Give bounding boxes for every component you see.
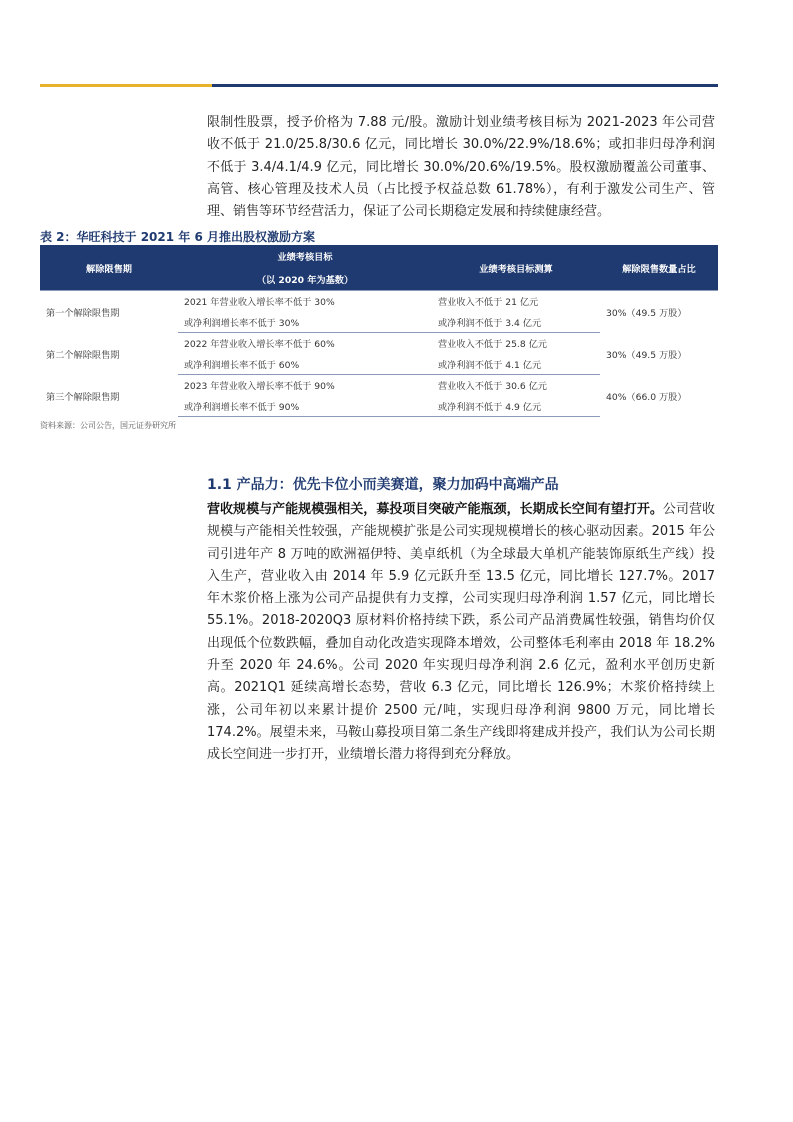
section-lead: 营收规模与产能规模强相关，募投项目突破产能瓶颈，长期成长空间有望打开。 [207,502,663,517]
row1-target-revenue: 2021 年营业收入增长率不低于 30% [178,291,432,312]
table-caption: 表 2：华旺科技于 2021 年 6 月推出股权激励方案 [40,230,315,244]
header-rule-gold [40,84,212,87]
row2-calc-profit: 或净利润不低于 4.1 亿元 [432,354,600,375]
row2-period: 第二个解除限售期 [46,349,120,361]
header-target: 业绩考核目标 [178,245,432,267]
row3-target-profit: 或净利润增长率不低于 90% [178,396,432,417]
row1-calc-revenue: 营业收入不低于 21 亿元 [432,291,600,312]
row1-period: 第一个解除限售期 [40,291,178,333]
section-body: 公司营收规模与产能相关性较强，产能规模扩张是公司实现规模增长的核心驱动因素。2015 年公司引进年产 8 万吨的欧洲福伊特、美卓纸机（为全球最大单机产能装饰原纸生产线）投入生产，营业收入由 2014 年 5.9 亿元跃升至 13.5 亿元，同比增长 127.7%。2017 年木浆价格上涨为公司产品提供有力支撑，公司实现归母净利润 1.57 亿元，同比增长 55.1%。2018-2020Q3 原材料价格持续下跌，系公司产品消费属性较强，销售均价仅出现低个位数跌幅，叠加自动化改造实现降本增效，公司整体毛利率由 2018 年 18.2%升至 2020 年 24.6%。公司 2020 年实现归母净利润 2.6 亿元，盈利水平创历史新高。2021Q1 延续高增长态势，营收 6.3 亿元，同比增长 126.9%；木浆价格持续上涨，公司年初以来累计提价 2500 元/吨，实现归母净利润 9800 万元，同比增长 174.2%。展望未来，马鞍山募投项目第二条生产线即将建成并投产，我们认为公司长期成长空间进一步打开，业绩增长潜力将得到充分释放。 [207,502,715,763]
row3-calc-revenue: 营业收入不低于 30.6 亿元 [438,381,547,393]
incentive-plan-table [40,245,718,417]
section-paragraph [207,499,715,767]
header-rule-navy [212,84,718,87]
row3-calc-profit: 或净利润不低于 4.9 亿元 [432,396,600,417]
section-heading: 1.1 产品力：优先卡位小而美赛道，聚力加码中高端产品 [207,477,559,493]
row2-target-profit: 或净利润增长率不低于 60% [178,354,432,375]
table-source: 资料来源：公司公告，国元证券研究所 [40,421,176,430]
row1-target-profit: 或净利润增长率不低于 30% [178,312,432,333]
row3-target-revenue: 2023 年营业收入增长率不低于 90% [184,381,335,393]
header-calc: 业绩考核目标测算 [432,245,600,291]
row3-ratio: 40%（66.0 万股） [606,391,687,403]
row1-calc-profit: 或净利润不低于 3.4 亿元 [432,312,600,333]
row1-ratio: 30%（49.5 万股） [600,291,718,333]
intro-paragraph: 限制性股票，授予价格为 7.88 元/股。激励计划业绩考核目标为 2021-2023 年公司营收不低于 21.0/25.8/30.6 亿元，同比增长 30.0%/22.9%/18.6%；或扣非归母净利润不低于 3.4/4.1/4.9 亿元，同比增长 30.0%/20.6%/19.5%。股权激励覆盖公司董事、高管、核心管理及技术人员（占比授予权益总数 61.78%），有利于激发公司生产、管理、销售等环节经营活力，保证了公司长期稳定发展和持续健康经营。 [207,115,715,220]
header-target-base: （以 2020 年为基数） [178,267,432,291]
row2-ratio: 30%（49.5 万股） [606,349,687,361]
header-period: 解除限售期 [40,245,178,291]
row2-target-revenue: 2022 年营业收入增长率不低于 60% [184,339,335,351]
row3-period: 第三个解除限售期 [46,391,120,403]
row2-calc-revenue: 营业收入不低于 25.8 亿元 [438,339,547,351]
header-ratio: 解除限售数量占比 [600,245,718,291]
